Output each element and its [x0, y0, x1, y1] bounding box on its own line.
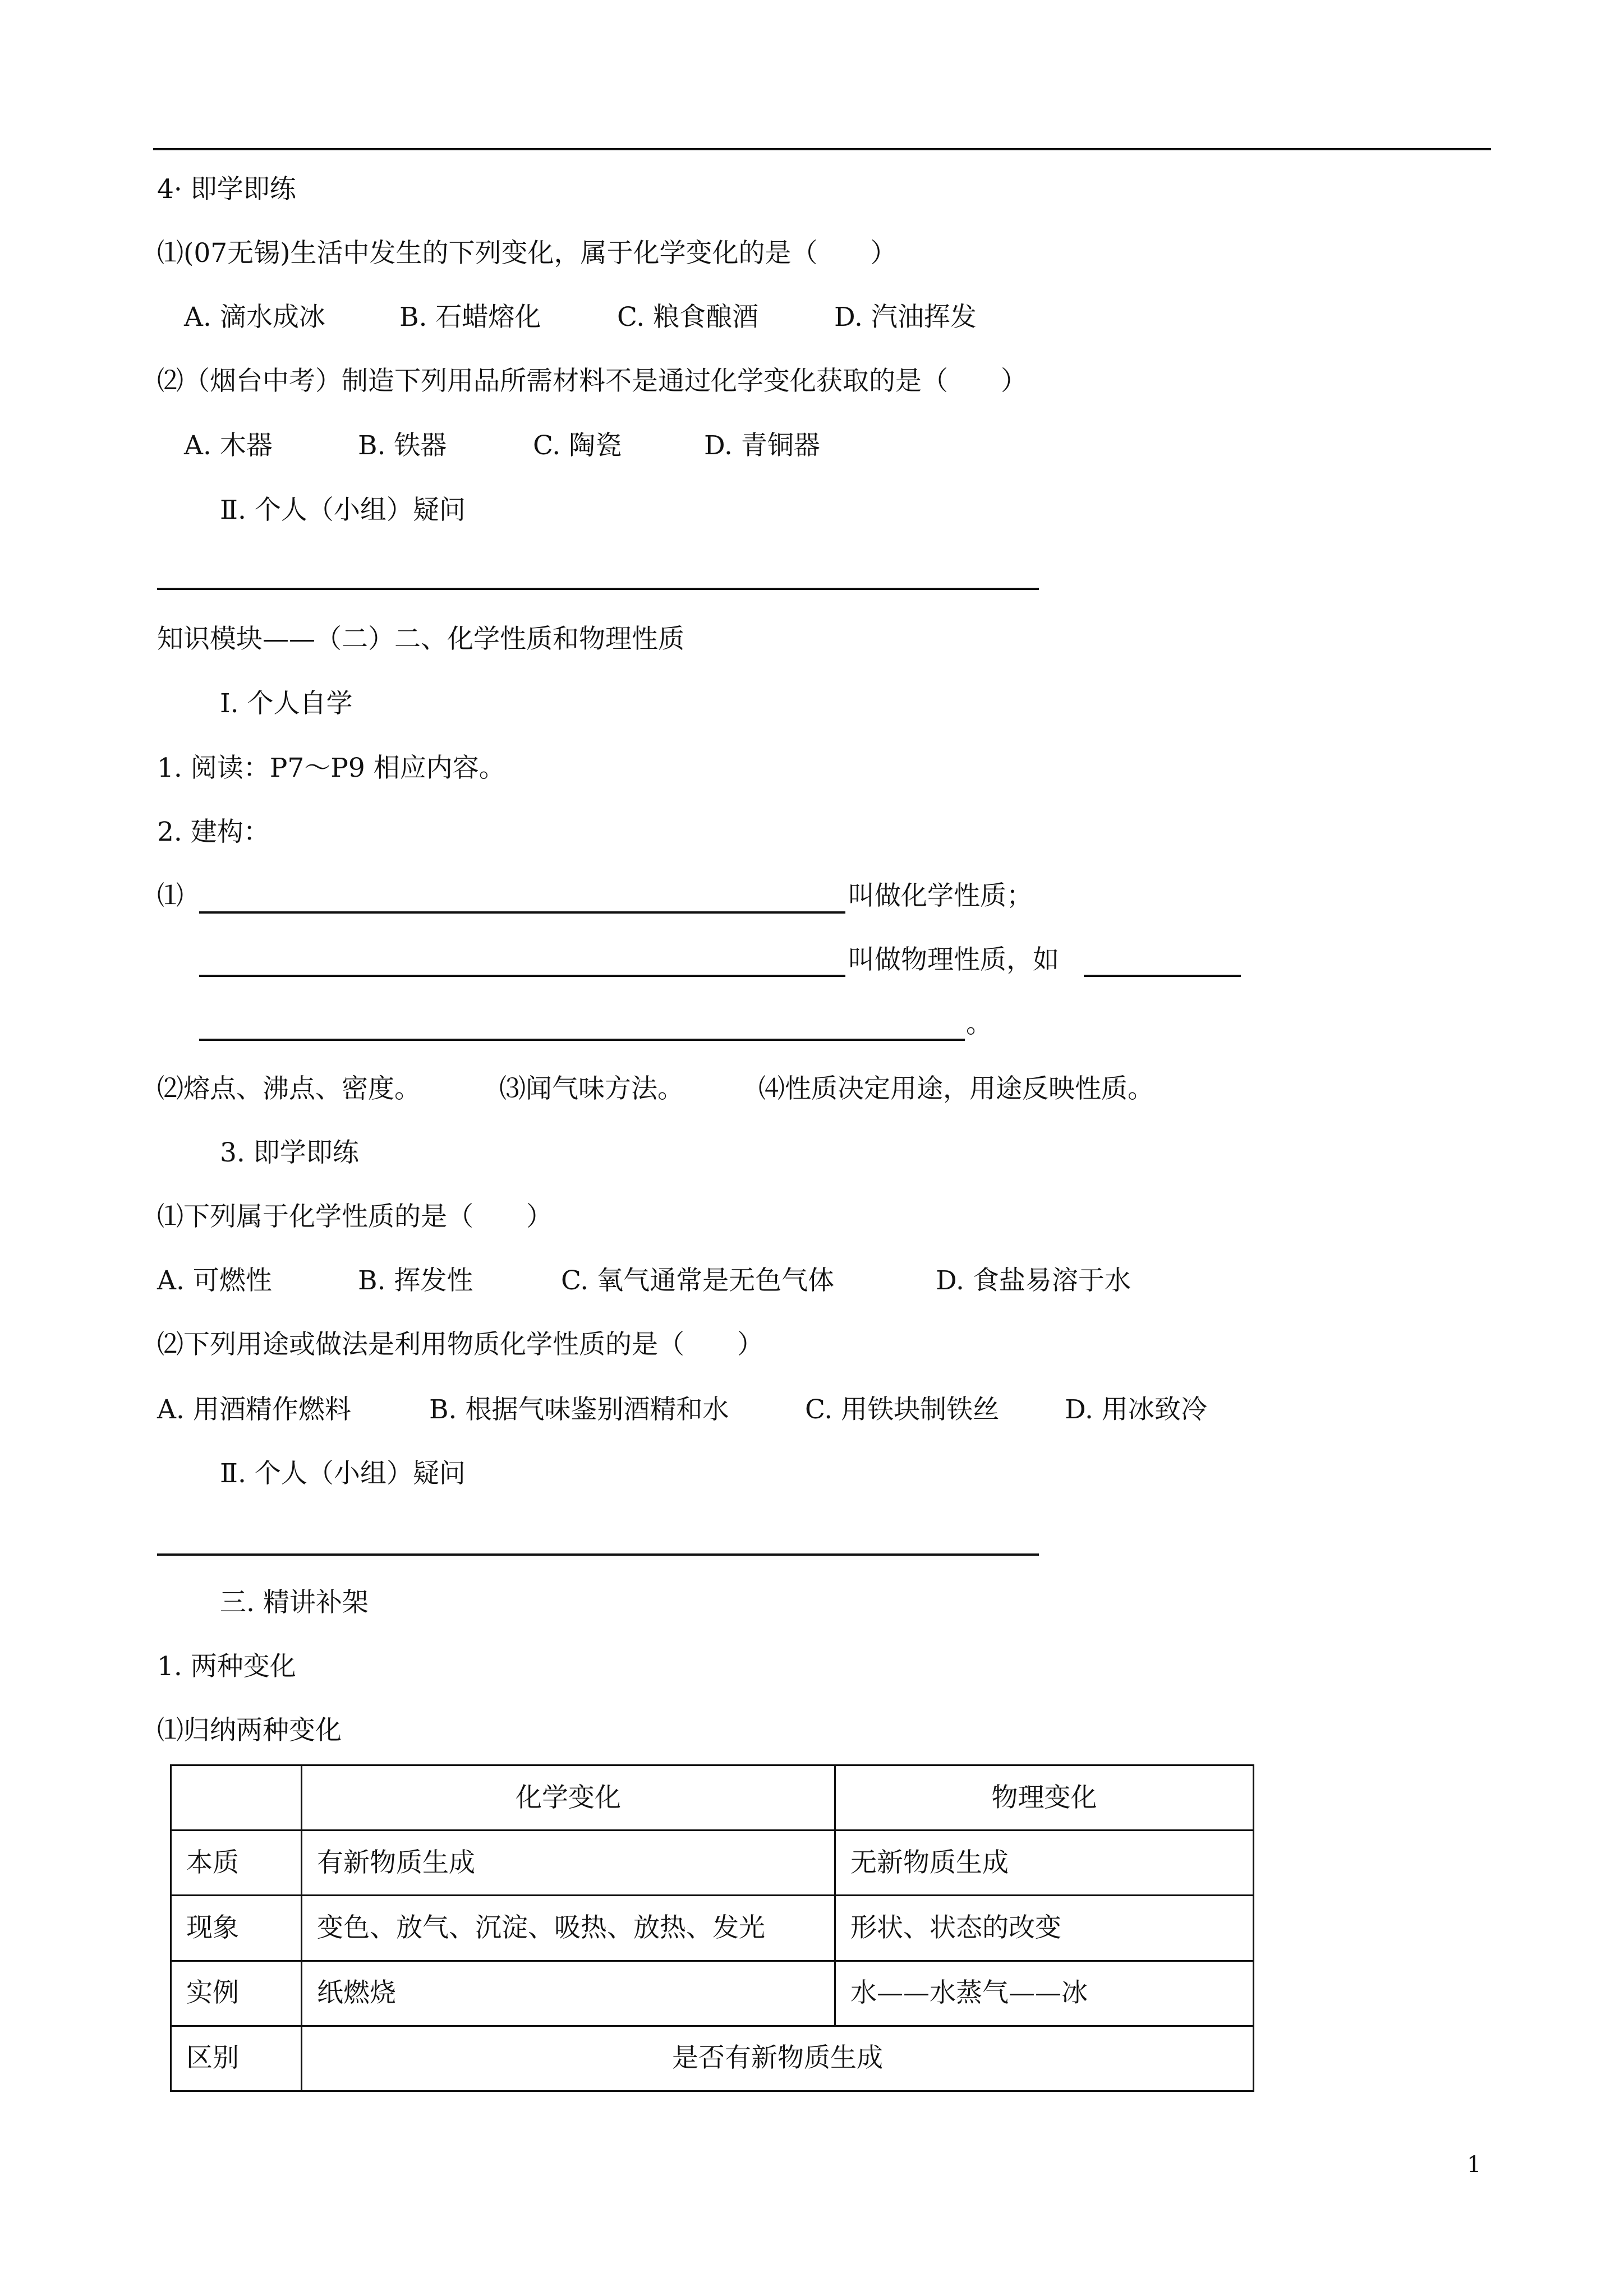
page-number: 1	[1467, 2152, 1482, 2178]
option-c: C. 陶瓷	[533, 430, 622, 461]
option-a: A. 滴水成冰	[184, 302, 325, 333]
option-a: A. 木器	[184, 430, 273, 461]
table-cell: 水——水蒸气——冰	[835, 1961, 1254, 2026]
header-cell: 物理变化	[835, 1765, 1254, 1831]
module-title: 知识模块——（二）二、化学性质和物理性质	[157, 624, 684, 654]
questions-title: Ⅱ. 个人（小组）疑问	[220, 1458, 466, 1489]
table-cell: 纸燃烧	[302, 1961, 835, 2026]
option-c: C. 粮食酿酒	[617, 302, 759, 333]
table-row	[171, 1961, 1254, 2026]
section-heading: 三. 精讲补架	[220, 1587, 369, 1618]
question-2: ⑵（烟台中考）制造下列用品所需材料不是通过化学变化获取的是（ ）	[157, 366, 1027, 397]
row-label: 实例	[171, 1961, 302, 2026]
questions-title: Ⅱ. 个人（小组）疑问	[220, 495, 466, 525]
self-study-title: Ⅰ. 个人自学	[220, 688, 353, 719]
option-b: B. 铁器	[358, 430, 447, 461]
header-cell	[171, 1765, 302, 1831]
table-cell: 形状、状态的改变	[835, 1896, 1254, 1961]
option-a: A. 用酒精作燃料	[157, 1394, 351, 1425]
practice-question-1: ⑴下列属于化学性质的是（ ）	[157, 1201, 553, 1232]
subsection-title: 1. 两种变化	[157, 1651, 296, 1682]
row-label: 本质	[171, 1831, 302, 1896]
build-item-1-marker: ⑴	[157, 880, 183, 911]
table-cell: 有新物质生成	[302, 1831, 835, 1896]
table-cell: 无新物质生成	[835, 1831, 1254, 1896]
option-d: D. 食盐易溶于水	[936, 1265, 1131, 1296]
property-note-4: ⑷性质决定用途，用途反映性质。	[758, 1073, 1154, 1104]
header-rule	[153, 148, 1491, 150]
table-row	[171, 2026, 1254, 2091]
property-note-2: ⑵熔点、沸点、密度。	[157, 1073, 421, 1104]
option-b: B. 根据气味鉴别酒精和水	[429, 1394, 729, 1425]
physical-property-label: 叫做物理性质，如	[848, 944, 1059, 975]
option-a: A. 可燃性	[157, 1265, 272, 1296]
comparison-table	[170, 1764, 1254, 2092]
reading-item: 1. 阅读：P7～P9 相应内容。	[157, 753, 505, 783]
practice-question-2: ⑵下列用途或做法是利用物质化学性质的是（ ）	[157, 1329, 763, 1360]
chemical-property-label: 叫做化学性质；	[848, 880, 1033, 911]
table-row	[171, 1896, 1254, 1961]
fill-blank	[199, 975, 845, 977]
option-b: B. 石蜡熔化	[399, 302, 541, 333]
fill-blank	[1084, 975, 1241, 977]
answer-blank	[157, 588, 1039, 590]
property-note-3: ⑶闻气味方法。	[499, 1073, 684, 1104]
option-c: C. 用铁块制铁丝	[805, 1394, 1000, 1425]
sentence-end: 。	[966, 1008, 992, 1039]
table-cell: 变色、放气、沉淀、吸热、放热、发光	[302, 1896, 835, 1961]
build-item: 2. 建构：	[157, 817, 270, 847]
row-label: 现象	[171, 1896, 302, 1961]
table-header-row	[171, 1765, 1254, 1831]
question-1: ⑴(07无锡)生活中发生的下列变化，属于化学变化的是（ ）	[157, 238, 897, 269]
answer-blank	[157, 1553, 1039, 1556]
option-d: D. 汽油挥发	[834, 302, 977, 333]
row-label: 区别	[171, 2026, 302, 2091]
option-c: C. 氧气通常是无色气体	[561, 1265, 835, 1296]
table-cell: 是否有新物质生成	[302, 2026, 1254, 2091]
option-d: D. 青铜器	[704, 430, 820, 461]
fill-blank	[199, 1039, 965, 1041]
option-b: B. 挥发性	[358, 1265, 473, 1296]
table-row	[171, 1831, 1254, 1896]
subsection-subtitle: ⑴归纳两种变化	[157, 1715, 342, 1746]
section-heading: 4· 即学即练	[157, 174, 296, 205]
header-cell: 化学变化	[302, 1765, 835, 1831]
option-d: D. 用冰致冷	[1065, 1394, 1207, 1425]
fill-blank	[199, 911, 845, 914]
practice-title: 3. 即学即练	[220, 1137, 359, 1168]
